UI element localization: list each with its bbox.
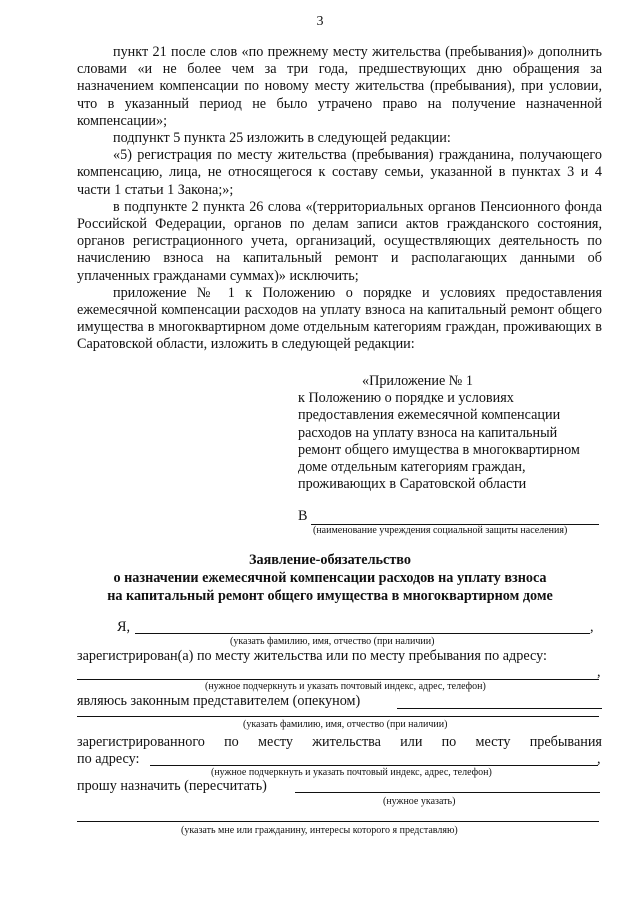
address-caption: (нужное подчеркнуть и указать почтовый индекс, адрес, телефон) [205,681,486,692]
form-title-line: Заявление-обязательство [249,552,411,568]
paragraph-new-wording: «5) регистрация по месту жительства (пребывания) гражданина, получающего компенсацию, лица, не относящегося к составу семьи, указанной в пунктах 3 и 4 части 1 статьи 1 Закона;»; [77,147,602,198]
recipient-prefix: В [298,508,308,524]
appendix-header [298,373,608,493]
recipient-field [298,508,603,525]
word: месту [475,734,511,750]
paragraph-item-26: в подпункте 2 пункта 26 слова «(территориальных органов Пенсионного фонда Российской Федерации, органов по делам записи актов гражданского состояния, органов регистрационного учета, организаций, осуществляющих деятельность по начислению взноса на капитальный ремонт и располагающих данными об уплаченных гражданами суммах)» исключить; [77,198,602,284]
i-prefix: Я, [117,619,131,635]
representative-line[interactable] [397,708,602,709]
address2-line[interactable] [150,765,598,766]
representative-label: являюсь законным представителем (опекуном) [77,693,361,709]
name-caption: (указать фамилию, имя, отчество (при наличии) [230,636,435,647]
whom-line[interactable] [77,821,599,822]
appendix-line: ремонт общего имущества в многоквартирном [298,441,580,458]
rep-name-line[interactable] [77,716,599,717]
paragraph-appendix-1: приложение № 1 к Положению о порядке и условиях предоставления ежемесячной компенсации расходов на уплату взноса на капитальный ремонт общего имущества в многоквартирном доме отдельным категориям граждан, проживающих в Саратовской области, изложить в следующей редакции: [77,284,602,353]
recipient-caption: (наименование учреждения социальной защиты населения) [313,525,568,536]
request-line[interactable] [295,792,600,793]
word: или [400,734,423,750]
appendix-line: проживающих в Саратовской области [298,476,527,493]
appendix-heading: «Приложение № 1 [362,373,473,389]
word: пребывания [529,734,602,750]
address-line[interactable] [77,679,599,680]
amendment-text [77,44,602,354]
word: месту [257,734,294,750]
page-number: 3 [316,14,324,29]
comma: , [597,751,601,767]
form-title-line: о назначении ежемесячной компенсации расходов на уплату взноса [113,570,547,586]
appendix-line: предоставления ежемесячной компенсации [298,407,561,424]
appendix-line: к Положению о порядке и условиях [298,390,514,407]
comma: , [597,664,601,680]
request-label: прошу назначить (пересчитать) [77,778,267,794]
whom-caption: (указать мне или гражданину, интересы которого я представляю) [181,825,458,836]
comma: , [590,619,594,635]
registered-label: зарегистрирован(а) по месту жительства или по месту пребывания по адресу: [77,648,547,664]
registered2-row [77,734,602,751]
appendix-line: доме отдельным категориям граждан, [298,459,526,476]
word: зарегистрированного [77,734,205,750]
address2-caption: (нужное подчеркнуть и указать почтовый индекс, адрес, телефон) [211,767,492,778]
word: по [441,734,457,750]
registered2-tail: по адресу: [77,751,140,767]
appendix-line: расходов на уплату взноса на капитальный [298,424,558,441]
word: жительства [312,734,381,750]
applicant-name-line[interactable] [135,633,590,634]
rep-name-caption: (указать фамилию, имя, отчество (при наличии) [243,719,448,730]
word: по [224,734,239,750]
request-caption: (нужное указать) [383,796,456,807]
form-title [60,551,600,605]
paragraph-item-21: пункт 21 после слов «по прежнему месту жительства (пребывания)» дополнить словами «и не более чем за три года, предшествующих дню обращения за назначением компенсации по новому месту жительства (пребывания), при условии, что в указанный период не было утрачено право на получение назначенной компенсации»; [77,44,602,129]
paragraph-subitem-5: подпункт 5 пункта 25 изложить в следующей редакции: [113,130,451,147]
form-title-line: на капитальный ремонт общего имущества в многоквартирном доме [107,588,553,604]
